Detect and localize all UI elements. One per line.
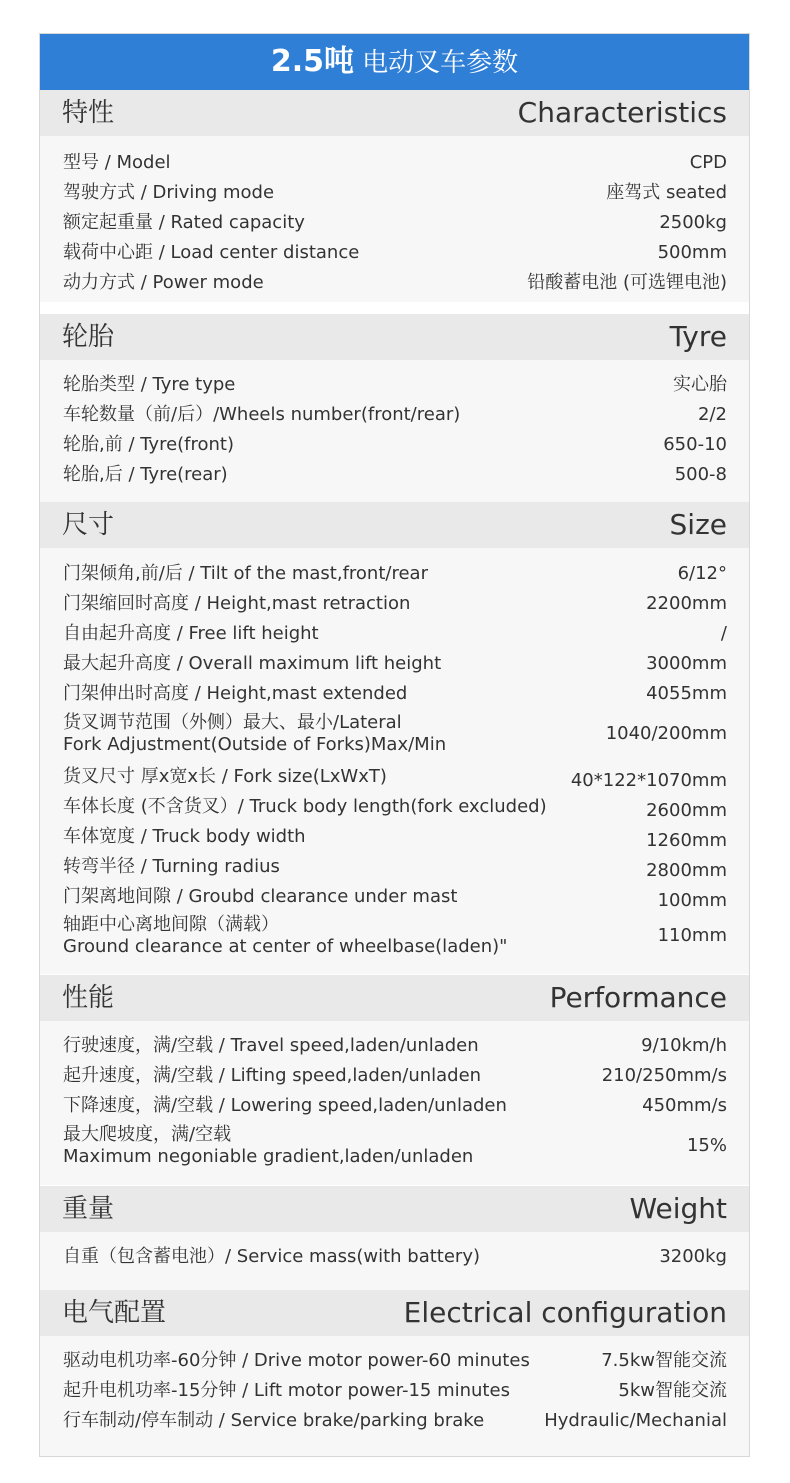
spec-label: 动力方式 / Power mode: [63, 272, 264, 293]
spec-value: 210/250mm/s: [601, 1065, 727, 1086]
spec-value: 2200mm: [646, 593, 727, 614]
spec-value: 500mm: [657, 242, 727, 263]
spec-label: 行车制动/停车制动 / Service brake/parking brake: [63, 1410, 485, 1431]
title-banner: [40, 34, 749, 90]
spec-value: 500-8: [674, 464, 727, 485]
section-title-zh: 特性: [62, 98, 115, 128]
section-title-en: Tyre: [669, 320, 727, 353]
spec-label: 起升电机功率-15分钟 / Lift motor power-15 minutes: [63, 1380, 510, 1401]
section-title-en: Size: [669, 508, 727, 541]
section-title-en: Electrical configuration: [403, 1296, 727, 1329]
spec-value: CPD: [689, 152, 727, 173]
spec-value: 座驾式 seated: [606, 182, 727, 203]
spec-value: 铅酸蓄电池 (可选锂电池): [527, 272, 727, 293]
section-title-zh: 轮胎: [62, 322, 115, 352]
section-header-performance: [40, 975, 749, 1021]
section-body-performance: [40, 1021, 749, 1185]
spec-value: 1040/200mm: [605, 723, 727, 744]
section-header-size: [40, 502, 749, 548]
spec-row: [40, 1124, 749, 1168]
spec-label: 轴距中心离地间隙（满载） Ground clearance at center of wheelbase(laden)": [63, 914, 508, 957]
spec-label: 起升速度，满/空载 / Lifting speed,laden/unladen: [63, 1065, 482, 1086]
spec-value: 15%: [686, 1135, 727, 1156]
section-body-characteristics: [40, 136, 749, 302]
section-title-en: Characteristics: [517, 96, 727, 129]
spec-label: 门架缩回时高度 / Height,mast retraction: [63, 593, 411, 614]
section-header-tyre: [40, 314, 749, 360]
section-title-en: Weight: [629, 1192, 727, 1225]
spec-label: 货叉调节范围（外侧）最大、最小/Lateral Fork Adjustment(Outside of Forks)Max/Min: [63, 712, 447, 755]
spec-label: 最大爬坡度，满/空载 Maximum negoniable gradient,laden/unladen: [63, 1124, 474, 1167]
spec-value: 7.5kw智能交流: [601, 1350, 727, 1371]
spec-value: 2500kg: [659, 212, 727, 233]
section-body-size: [40, 548, 749, 974]
spec-label: 车体宽度 / Truck body width: [63, 826, 306, 847]
spec-label: 轮胎,前 / Tyre(front): [63, 434, 235, 455]
section-title-zh: 性能: [62, 983, 115, 1013]
spec-value: 40*122*1070mm: [570, 770, 727, 791]
spec-label: 货叉尺寸 厚x宽x长 / Fork size(LxWxT): [63, 766, 387, 787]
spec-label: 额定起重量 / Rated capacity: [63, 212, 305, 233]
section-body-tyre: [40, 360, 749, 502]
spec-label: 门架倾角,前/后 / Tilt of the mast,front/rear: [63, 563, 428, 584]
title-capacity: 2.5吨: [270, 44, 355, 79]
spec-value: 3200kg: [659, 1246, 727, 1267]
spec-value: 9/10km/h: [641, 1035, 727, 1056]
spec-value: 3000mm: [646, 653, 727, 674]
spec-value: /: [720, 623, 727, 644]
spec-value: Hydraulic/Mechanial: [544, 1410, 727, 1431]
section-title-zh: 尺寸: [62, 510, 115, 540]
section-title-zh: 重量: [62, 1194, 115, 1224]
spec-label: 型号 / Model: [63, 152, 171, 173]
spec-label: 驾驶方式 / Driving mode: [63, 182, 275, 203]
spec-value: 2800mm: [646, 860, 727, 881]
spec-label: 下降速度，满/空载 / Lowering speed,laden/unladen: [63, 1095, 507, 1116]
spec-label: 车轮数量（前/后）/Wheels number(front/rear): [63, 404, 461, 425]
spec-value: 2/2: [698, 404, 727, 425]
section-header-weight: [40, 1186, 749, 1232]
spec-row: [40, 712, 749, 756]
spec-value: 100mm: [657, 890, 727, 911]
spec-label: 轮胎类型 / Tyre type: [63, 374, 236, 395]
spec-label: 驱动电机功率-60分钟 / Drive motor power-60 minutes: [63, 1350, 530, 1371]
section-header-electrical: [40, 1290, 749, 1336]
spec-value: 1260mm: [646, 830, 727, 851]
spec-label: 自由起升高度 / Free lift height: [63, 623, 319, 644]
spec-label: 行驶速度，满/空载 / Travel speed,laden/unladen: [63, 1035, 479, 1056]
section-body-weight: [40, 1232, 749, 1290]
spec-value: 5kw智能交流: [618, 1380, 727, 1401]
section-title-en: Performance: [549, 981, 727, 1014]
spec-value: 4055mm: [646, 683, 727, 704]
spec-label: 门架伸出时高度 / Height,mast extended: [63, 683, 408, 704]
spec-label: 自重（包含蓄电池）/ Service mass(with battery): [63, 1246, 481, 1267]
spec-label: 车体长度 (不含货叉）/ Truck body length(fork excluded): [63, 796, 547, 817]
spec-value: 实心胎: [673, 374, 727, 395]
spec-value: 110mm: [657, 925, 727, 946]
spec-value: 2600mm: [646, 800, 727, 821]
spec-label: 转弯半径 / Turning radius: [63, 856, 280, 877]
title-text: 电动叉车参数: [362, 48, 519, 78]
section-title-zh: 电气配置: [62, 1298, 167, 1328]
spec-sheet: [40, 34, 749, 1456]
spec-value: 450mm/s: [642, 1095, 727, 1116]
spec-label: 最大起升高度 / Overall maximum lift height: [63, 653, 442, 674]
spec-value: 6/12°: [677, 563, 727, 584]
spec-label: 门架离地间隙 / Groubd clearance under mast: [63, 886, 458, 907]
spec-row: [40, 914, 749, 958]
spec-value: 650-10: [663, 434, 727, 455]
spec-label: 载荷中心距 / Load center distance: [63, 242, 360, 263]
spec-label: 轮胎,后 / Tyre(rear): [63, 464, 228, 485]
section-body-electrical: [40, 1336, 749, 1456]
section-header-characteristics: [40, 90, 749, 136]
